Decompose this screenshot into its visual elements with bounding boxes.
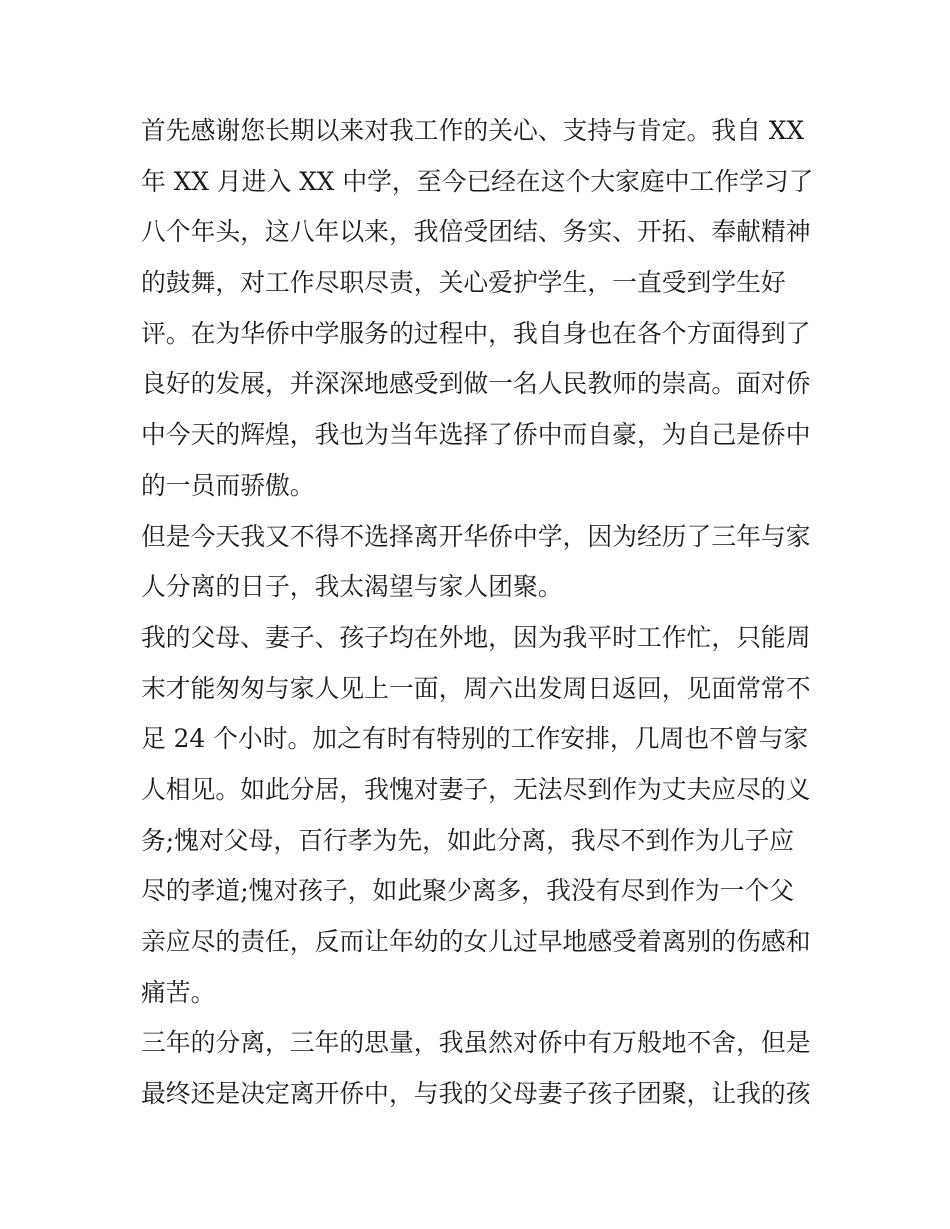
text-line: 尽的孝道;愧对孩子，如此聚少离多，我没有尽到作为一个父 [141,876,795,906]
paragraph-conclusion [141,1018,813,1119]
text-line: 最终还是决定离开侨中，与我的父母妻子孩子团聚，让我的孩 [141,1079,811,1109]
paragraph-gratitude [141,106,813,512]
text-line: 年 XX 月进入 XX 中学，至今已经在这个大家庭中工作学习了 [141,166,814,196]
text-line: 痛苦。 [141,977,216,1007]
text-line: 人分离的日子，我太渴望与家人团聚。 [141,572,563,602]
paragraph-decision [141,512,813,613]
text-line: 末才能匆匆与家人见上一面，周六出发周日返回，见面常常不 [141,673,811,703]
text-line: 八个年头，这八年以来，我倍受团结、务实、开拓、奉献精神 [141,217,811,247]
text-line: 务;愧对父母，百行孝为先，如此分离，我尽不到作为儿子应 [141,825,795,855]
text-line: 人相见。如此分居，我愧对妻子，无法尽到作为丈夫应尽的义 [141,774,811,804]
text-line: 的鼓舞，对工作尽职尽责，关心爱护学生，一直受到学生好 [141,268,786,298]
text-line: 我的父母、妻子、孩子均在外地，因为我平时工作忙，只能周 [141,622,811,652]
text-line: 但是今天我又不得不选择离开华侨中学，因为经历了三年与家 [141,521,811,551]
text-line: 足 24 个小时。加之有时有特别的工作安排，几周也不曾与家 [141,724,809,754]
text-line: 的一员而骄傲。 [141,470,315,500]
text-line: 亲应尽的责任，反而让年幼的女儿过早地感受着离别的伤感和 [141,927,811,956]
text-line: 中今天的辉煌，我也为当年选择了侨中而自豪，为自己是侨中 [141,420,811,450]
text-line: 评。在为华侨中学服务的过程中，我自身也在各个方面得到了 [141,318,811,348]
text-line: 良好的发展，并深深地感受到做一名人民教师的崇高。面对侨 [141,369,811,399]
text-line: 三年的分离，三年的思量，我虽然对侨中有万般地不舍，但是 [141,1028,811,1058]
document-body [141,106,813,1120]
paragraph-family [141,613,813,1019]
text-line: 首先感谢您长期以来对我工作的关心、支持与肯定。我自 XX [141,116,805,145]
